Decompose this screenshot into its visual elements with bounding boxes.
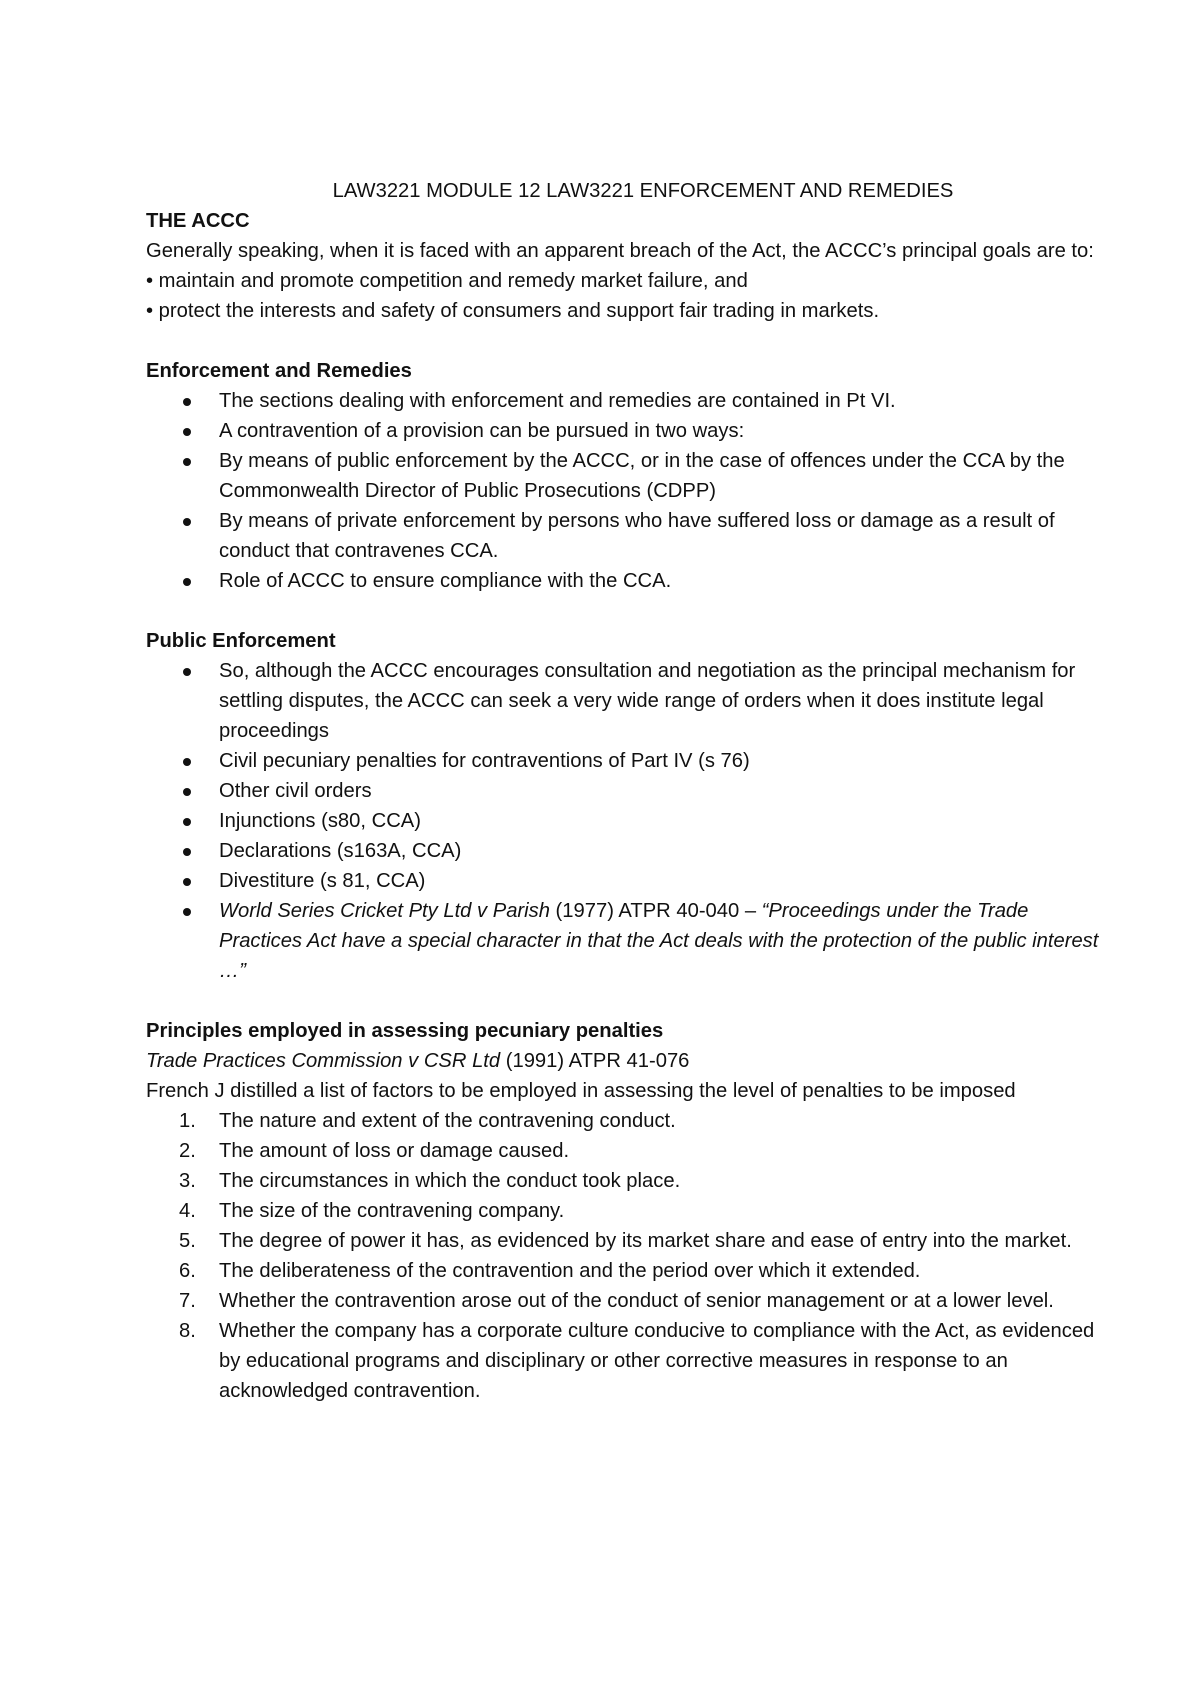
- bullet-icon: [183, 668, 191, 676]
- case-quote: “Proceedings under the Trade Practices Act have a special character in that the Act deals with the protection of the public interest …”: [219, 900, 1099, 982]
- list-item: [146, 836, 1110, 866]
- list-item-text: The deliberateness of the contravention and the period over which it extended.: [219, 1260, 921, 1282]
- list-item-text: The nature and extent of the contravening conduct.: [219, 1110, 676, 1132]
- list-item: [146, 746, 1110, 776]
- principles-case: [146, 1046, 1110, 1076]
- list-item: [146, 1196, 1110, 1226]
- bullet-icon: [183, 578, 191, 586]
- list-item-text: A contravention of a provision can be pursued in two ways:: [219, 420, 745, 442]
- section-heading-accc: THE ACCC: [146, 210, 250, 232]
- list-item: [146, 1106, 1110, 1136]
- list-item: [146, 1256, 1110, 1286]
- list-item: [146, 1316, 1110, 1406]
- list-item-text: By means of private enforcement by persons who have suffered loss or damage as a result of conduct that contravenes CCA.: [219, 510, 1055, 562]
- list-item-text: The size of the contravening company.: [219, 1200, 565, 1222]
- list-number: 5.: [179, 1230, 196, 1252]
- bullet-icon: [183, 458, 191, 466]
- principles-intro: French J distilled a list of factors to be employed in assessing the level of penalties to be imposed: [146, 1080, 1016, 1102]
- list-number: 1.: [179, 1110, 196, 1132]
- list-item: [146, 776, 1110, 806]
- section-heading-principles: Principles employed in assessing pecuniary penalties: [146, 1020, 664, 1042]
- list-item-text: The amount of loss or damage caused.: [219, 1140, 570, 1162]
- section-heading-public-enforcement: Public Enforcement: [146, 630, 336, 652]
- case-citation: (1991) ATPR 41-076: [500, 1050, 690, 1072]
- bullet-icon: [183, 788, 191, 796]
- spacer: [146, 986, 1110, 1016]
- list-item-text: The circumstances in which the conduct took place.: [219, 1170, 681, 1192]
- list-item: [146, 446, 1110, 506]
- list-item: [146, 866, 1110, 896]
- case-name: Trade Practices Commission v CSR Ltd: [146, 1050, 501, 1072]
- list-item-text: The degree of power it has, as evidenced by its market share and ease of entry into the market.: [219, 1230, 1072, 1252]
- list-item-text: Other civil orders: [219, 780, 372, 802]
- list-item-text: Whether the contravention arose out of the conduct of senior management or at a lower level.: [219, 1290, 1054, 1312]
- list-item: [146, 416, 1110, 446]
- list-number: 6.: [179, 1260, 196, 1282]
- bullet-icon: [183, 818, 191, 826]
- list-item-case: [146, 896, 1110, 986]
- list-item: [146, 656, 1110, 746]
- list-item: [146, 1286, 1110, 1316]
- accc-intro: Generally speaking, when it is faced with an apparent breach of the Act, the ACCC’s principal goals are to:: [146, 240, 1094, 262]
- list-number: 3.: [179, 1170, 196, 1192]
- accc-goal-1: • maintain and promote competition and remedy market failure, and: [146, 270, 748, 292]
- list-item-text: By means of public enforcement by the ACCC, or in the case of offences under the CCA by the Commonwealth Director of Public Prosecutions (CDPP): [219, 450, 1065, 502]
- accc-goal-2: • protect the interests and safety of consumers and support fair trading in markets.: [146, 300, 880, 322]
- list-item: [146, 1136, 1110, 1166]
- spacer: [146, 596, 1110, 626]
- bullet-icon: [183, 848, 191, 856]
- bullet-icon: [183, 398, 191, 406]
- bullet-icon: [183, 878, 191, 886]
- list-item: [146, 806, 1110, 836]
- document-title: LAW3221 MODULE 12 LAW3221 ENFORCEMENT AND REMEDIES: [332, 180, 954, 202]
- list-item-text: Whether the company has a corporate culture conducive to compliance with the Act, as evidenced by educational programs and disciplinary or other corrective measures in response to an acknowledged contravention.: [219, 1320, 1095, 1402]
- bullet-icon: [183, 518, 191, 526]
- list-number: 4.: [179, 1200, 196, 1222]
- public-enforcement-list: [146, 656, 1110, 986]
- list-number: 2.: [179, 1140, 196, 1162]
- bullet-icon: [183, 428, 191, 436]
- list-item-text: Role of ACCC to ensure compliance with the CCA.: [219, 570, 672, 592]
- section-heading-enforcement: Enforcement and Remedies: [146, 360, 412, 382]
- factors-list: [146, 1106, 1110, 1406]
- list-item-text: Declarations (s163A, CCA): [219, 840, 462, 862]
- list-item: [146, 566, 1110, 596]
- enforcement-list: [146, 386, 1110, 596]
- list-number: 8.: [179, 1320, 196, 1342]
- list-item: [146, 506, 1110, 566]
- list-item: [146, 386, 1110, 416]
- spacer: [146, 326, 1110, 356]
- list-item: [146, 1226, 1110, 1256]
- list-item-text: Injunctions (s80, CCA): [219, 810, 421, 832]
- bullet-icon: [183, 908, 191, 916]
- list-number: 7.: [179, 1290, 196, 1312]
- list-item-text: So, although the ACCC encourages consultation and negotiation as the principal mechanism for settling disputes, the ACCC can seek a very wide range of orders when it does institute legal proceedings: [219, 660, 1076, 742]
- bullet-icon: [183, 758, 191, 766]
- list-item-text: The sections dealing with enforcement and remedies are contained in Pt VI.: [219, 390, 896, 412]
- case-citation: (1977) ATPR 40-040 –: [549, 900, 762, 922]
- case-name: World Series Cricket Pty Ltd v Parish: [219, 900, 550, 922]
- list-item: [146, 1166, 1110, 1196]
- list-item-text: Civil pecuniary penalties for contraventions of Part IV (s 76): [219, 750, 750, 772]
- list-item-text: Divestiture (s 81, CCA): [219, 870, 426, 892]
